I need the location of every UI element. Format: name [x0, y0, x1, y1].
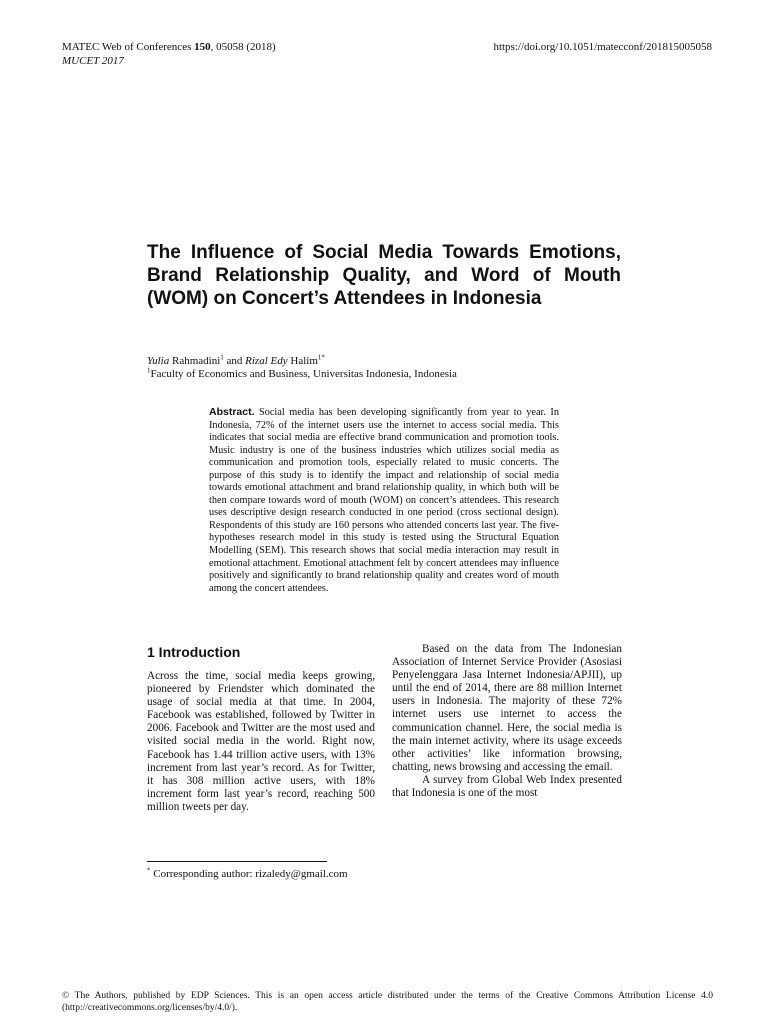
footnote-mark: * [147, 866, 151, 875]
affiliation-text: Faculty of Economics and Business, Universitas Indonesia, Indonesia [150, 368, 457, 380]
license-notice: © The Authors, published by EDP Sciences. This is an open access article distributed under the terms of the Creative Commons Attribution License 4.0 (http://creativecommons.org/licenses/by/4.0/). [62, 991, 713, 1013]
introduction-left-paragraph: Across the time, social media keeps growing, pioneered by Friendster which dominated the usage of social media at that time. In 2004, Facebook was established, followed by Twitter in 2006. Facebook and Twitter are the most used and visited social media in the world. Right now, Facebook has 1.44 trillion active users, with 13% increment from last year’s record. As for Twitter, it has 308 million active users, with 18% increment form last year’s record, reaching 500 million tweets per day. [147, 670, 375, 813]
article-number: , 05058 (2018) [210, 41, 276, 53]
author1-last-name: Rahmadini [169, 355, 221, 367]
abstract-text: Social media has been developing significantly from year to year. In Indonesia, 72% of the internet users use the internet to access social media. This indicates that social media are effective brand communication and promotion tools. Music industry is one of the business industries which utilizes social media as communication and promotion tools, especially related to music concerts. The purpose of this study is to identify the impact and relationship of social media towards emotional attachment and brand relationship quality, in which both will be then compare towards word of mouth (WOM) on concert’s attendees. This research uses descriptive design research conducted in one period (cross sectional design). Respondents of this study are 160 persons who attended concerts last year. The five-hypotheses research model in this study is tested using the Structural Equation Modelling (SEM). This research shows that social media interaction may result in emotional attachment. Emotional attachment felt by concert attendees may influence positively and significantly to brand relationship quality and creates word of mouth among the concert attendees. [209, 407, 559, 594]
introduction-right-paragraph-1: Based on the data from The Indonesian Association of Internet Service Provider (Asosiasi Penyelenggara Jasa Internet Indonesia/APJII), up until the end of 2014, there are 88 million Internet users in Indonesia. The majority of these 72% internet users use internet to access the communication channel. Here, the social media is the main internet activity, where its usage exceeds other activities’ like information browsing, chatting, news browsing and accessing the email. [392, 643, 622, 773]
abstract-label: Abstract. [209, 406, 255, 418]
running-header [62, 40, 276, 68]
abstract [209, 406, 559, 595]
footnote-divider [147, 861, 327, 862]
introduction-right-paragraph-2: A survey from Global Web Index presented that Indonesia is one of the most [392, 773, 622, 800]
introduction-right-column [392, 643, 622, 800]
author-conjunction: and [223, 355, 246, 367]
author1-first-name: Yulia [147, 355, 170, 367]
volume-number: 150 [194, 41, 211, 53]
conference-name: MATEC Web of Conferences [62, 41, 195, 53]
author1-affiliation-mark: 1 [220, 353, 224, 362]
doi-link[interactable]: https://doi.org/10.1051/matecconf/201815005058 [493, 41, 712, 53]
author2-first-name: Rizal Edy [245, 355, 288, 367]
corresponding-author: Corresponding author: rizaledy@gmail.com [150, 868, 348, 880]
affiliation [147, 367, 457, 381]
paper-title: The Influence of Social Media Towards Emotions, Brand Relationship Quality, and Word of Mouth (WOM) on Concert’s Attendees in Indonesia [147, 242, 621, 309]
author2-affiliation-mark: 1* [317, 353, 325, 362]
conference-subtitle: MUCET 2017 [62, 55, 124, 67]
affiliation-mark: 1 [147, 366, 151, 375]
section-heading-introduction: 1 Introduction [147, 644, 241, 660]
author2-last-name: Halim [287, 355, 318, 367]
author-list [147, 354, 325, 368]
conference-citation [62, 40, 276, 54]
footnote [147, 867, 348, 881]
